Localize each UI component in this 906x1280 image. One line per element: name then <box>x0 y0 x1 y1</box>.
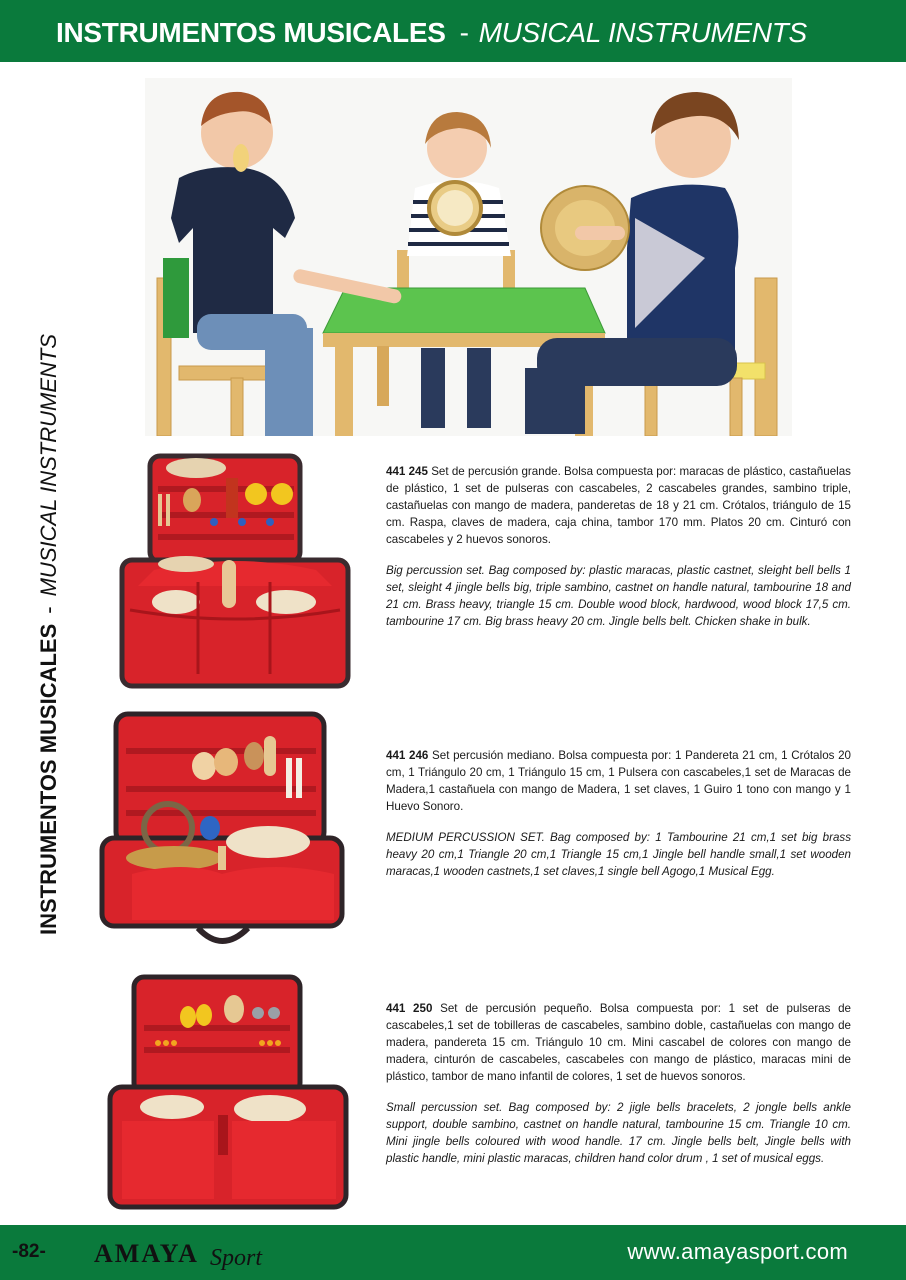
description-spanish-text: Set de percusión grande. Bolsa compuesta por: maracas de plástico, castañuelas de plástico, 1 set de pulseras con cascabeles, 2 cascabeles grandes, sambino triple, castañuelas con mango de madera, panderetas de 18 y 21 cm. Crótalos, triángulo de 15 cm. Raspa, claves de madera, caja china, tambor 170 mm. Platos 20 cm. Cinturó con cascabeles y 2 huevos sonoros. <box>386 465 851 546</box>
logo-script-text: Sport <box>210 1245 263 1271</box>
logo-brand-text: AMAYA <box>94 1239 199 1268</box>
description-english: Big percussion set. Bag composed by: plastic maracas, plastic castnet, sleight bell bells 1 set, sleight 4 jingle bells big, triple sambino, castnet on handle natural, tambourine 18 and 21 cm. Brass heavy, triangle 15 cm. Double wood block, hardwood, wood block 17,5 cm. tambourine 17 cm. Big brass heavy 20 cm. Jingle bells belt. Chicken shake in bulk. <box>386 564 851 628</box>
side-label-separator: - <box>36 606 61 614</box>
description-english: Small percussion set. Bag composed by: 2 jigle bells bracelets, 2 jongle bells ankle support, double sambino, castnet on handle natural, tambourine 15 cm. Triangle 10 cm. Mini jingle bells coloured with wood handle. 17 cm. Jingle bells belt, Jingle bells with plastic handle, mini plastic maracas, children hand color drum , 1 set of musical eggs. <box>386 1101 851 1165</box>
product-code: 441 250 <box>386 1002 433 1015</box>
title-spanish: INSTRUMENTOS MUSICALES <box>56 17 446 48</box>
product-image-medium-set <box>72 706 354 961</box>
product-description-441250 <box>386 1000 851 1181</box>
description-spanish-text: Set percusión mediano. Bolsa compuesta por: 1 Pandereta 21 cm, 1 Crótalos 20 cm, 1 Triángulo 20 cm, 1 Triángulo 15 cm, 1 Pulsera con cascabeles,1 set de Maracas de Madera,1 castañuela con mango de Madera, 1 set claves, 1 Guiro 1 tono con mango y 1 Huevo Sonoro. <box>386 749 851 813</box>
page-number: -82- <box>12 1241 46 1262</box>
description-spanish <box>386 1000 851 1085</box>
product-code: 441 246 <box>386 749 429 762</box>
website-url[interactable]: www.amayasport.com <box>627 1239 848 1264</box>
page-title <box>56 17 807 49</box>
side-label <box>36 334 62 935</box>
product-description-441245 <box>386 463 851 644</box>
product-image-large-set <box>118 452 353 692</box>
side-label-spanish: INSTRUMENTOS MUSICALES <box>36 623 61 935</box>
page-header <box>0 0 906 62</box>
description-spanish <box>386 747 851 815</box>
side-label-english: MUSICAL INSTRUMENTS <box>36 333 61 597</box>
product-image-small-set <box>86 965 356 1220</box>
amaya-sport-logo <box>92 1235 272 1271</box>
title-separator: - <box>459 17 469 48</box>
page-footer <box>0 1225 906 1280</box>
description-spanish-text: Set de percusión pequeño. Bolsa compuesta por: 1 set de pulseras de cascabeles,1 set de tobilleras de cascabeles, sambino doble, castañuelas con mango de madera, pandereta 15 cm. Triángulo 10 cm. Mini cascabel de colores con mango de madera, cinturón de cascabeles, cascabeles con mango de plástico, maracas mini de plástico, tambor de mano infantil de colores, 1 set de huevos sonoros. <box>386 1002 851 1083</box>
description-english: MEDIUM PERCUSSION SET. Bag composed by: 1 Tambourine 21 cm,1 set big brass heavy 20 cm,1 Triangle 20 cm,1 Triangle 15 cm,1 Jingle bell handle small,1 set wooden maracas,1 wooden castnets,1 set claves,1 single bell Agogo,1 Musical Egg. <box>386 831 851 878</box>
hero-photo <box>145 78 792 436</box>
description-spanish <box>386 463 851 548</box>
product-description-441246 <box>386 747 851 894</box>
title-english: MUSICAL INSTRUMENTS <box>478 17 807 48</box>
product-code: 441 245 <box>386 465 428 478</box>
